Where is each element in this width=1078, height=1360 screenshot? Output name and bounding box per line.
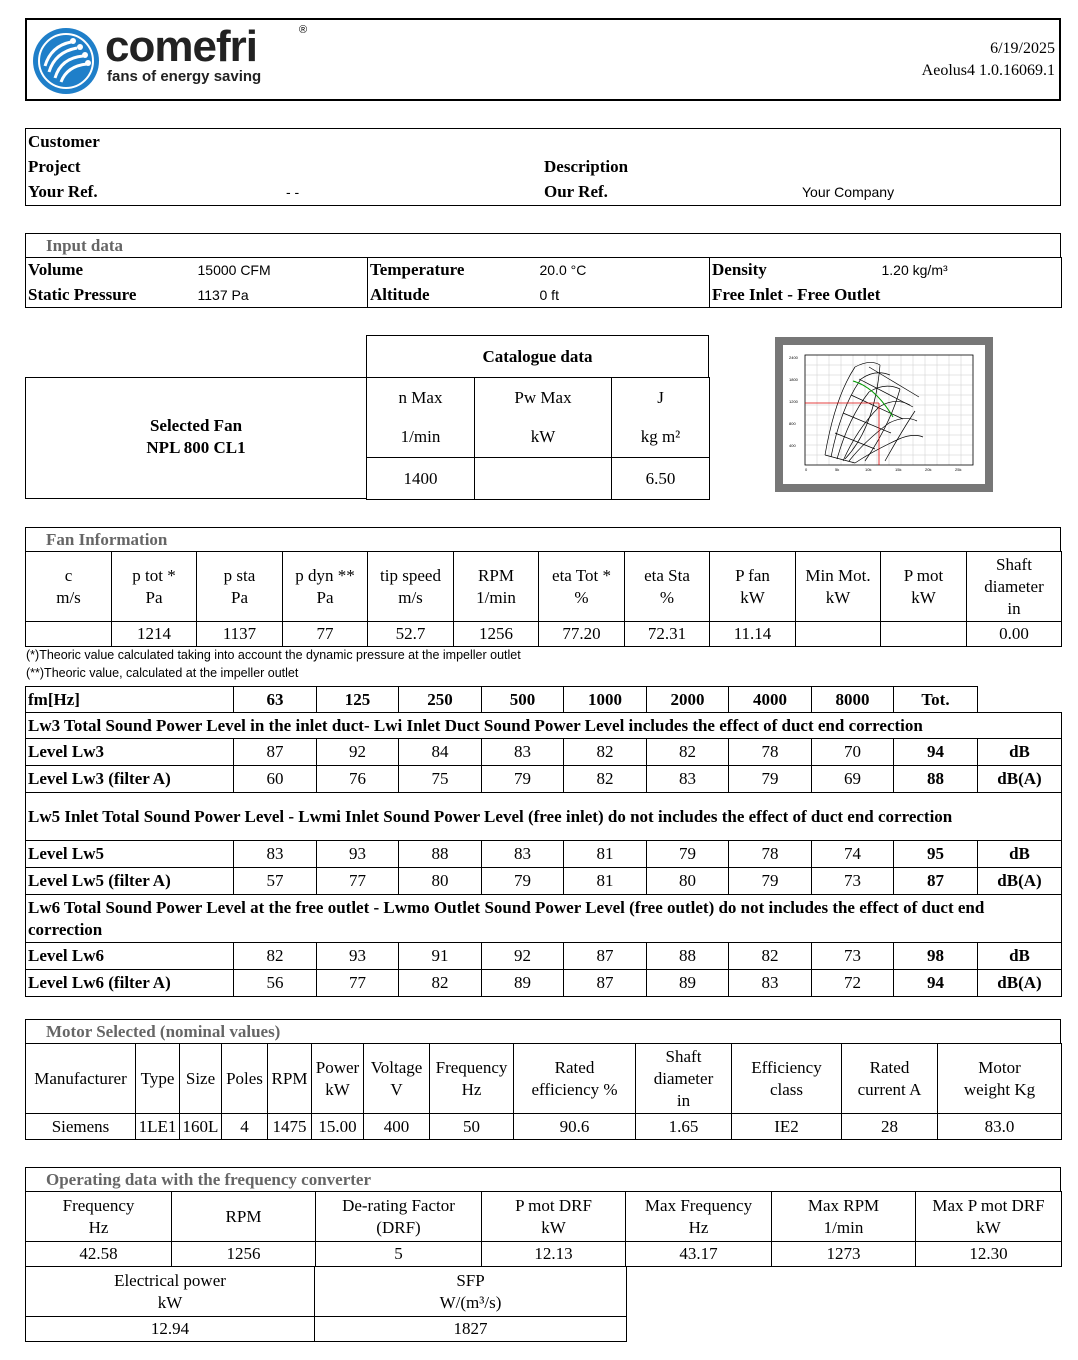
operating-header-3 — [482, 1192, 626, 1242]
fan-info-header-4 — [368, 552, 454, 622]
fan-info-header-5 — [454, 552, 539, 622]
frequency-header: 500 — [482, 687, 564, 713]
n-max-header: n Max — [367, 378, 475, 418]
operating-value: 43.17 — [626, 1242, 772, 1267]
motor-header-7 — [430, 1044, 514, 1114]
altitude-label: Altitude — [368, 283, 538, 308]
motor-header-text: Power — [315, 1057, 360, 1077]
logo-tagline: fans of energy saving — [107, 68, 262, 85]
sound-level-value: 83 — [729, 970, 812, 997]
fan-information-title: Fan Information — [25, 527, 1061, 551]
motor-value: 160L — [180, 1114, 222, 1140]
sound-level-value: 79 — [729, 766, 812, 793]
motor-header-8 — [514, 1044, 636, 1114]
sound-level-label: Level Lw3 (filter A) — [26, 766, 234, 793]
operating-value: 5 — [316, 1242, 482, 1267]
frequency-header: 8000 — [812, 687, 894, 713]
sound-level-value: 79 — [647, 841, 729, 868]
sound-group-title-row — [26, 895, 1062, 943]
motor-header-text: Frequency — [435, 1057, 508, 1077]
sound-level-value: 82 — [234, 943, 317, 970]
sound-level-total: 94 — [894, 739, 978, 766]
motor-value: 1.65 — [636, 1114, 732, 1140]
software-version: Aeolus4 1.0.16069.1 — [921, 62, 1055, 79]
frequency-header: 250 — [399, 687, 482, 713]
operating-data-title: Operating data with the frequency converter — [25, 1167, 1061, 1191]
fan-info-value: 72.31 — [625, 622, 710, 647]
motor-header-text: Voltage — [370, 1057, 423, 1077]
sound-level-value: 87 — [234, 739, 317, 766]
fan-info-header-text: P mot — [903, 565, 944, 585]
fan-info-header-text: in — [1007, 598, 1021, 618]
frequency-header: 4000 — [729, 687, 812, 713]
sound-level-value: 81 — [564, 868, 647, 895]
j-unit: kg m² — [612, 418, 710, 458]
logo-registered: ® — [299, 24, 308, 36]
j-value: 6.50 — [612, 458, 710, 500]
motor-header-text: Motor — [978, 1057, 1021, 1077]
sound-level-row — [26, 739, 1062, 766]
temperature-label: Temperature — [368, 258, 538, 283]
fan-info-header-text: diameter — [984, 576, 1044, 596]
customer-info-box — [25, 128, 1061, 206]
sound-level-total: 98 — [894, 943, 978, 970]
sound-level-value: 77 — [317, 868, 399, 895]
sound-level-value: 74 — [812, 841, 894, 868]
catalogue-title: Catalogue data — [366, 335, 709, 378]
motor-value: 4 — [222, 1114, 268, 1140]
motor-header-text: Type — [140, 1068, 175, 1088]
sound-level-value: 81 — [564, 841, 647, 868]
motor-header-text: Hz — [461, 1079, 482, 1099]
motor-header-text: in — [676, 1090, 691, 1110]
sound-level-value: 82 — [564, 766, 647, 793]
motor-header-1 — [136, 1044, 180, 1114]
motor-header-4 — [268, 1044, 312, 1114]
operating-header-text: RPM — [225, 1206, 262, 1226]
motor-value: IE2 — [732, 1114, 842, 1140]
operating-header-text: kW — [541, 1217, 566, 1237]
altitude-value: 0 ft — [538, 283, 710, 308]
fan-info-header-text: tip speed — [380, 565, 441, 585]
motor-value: Siemens — [26, 1114, 136, 1140]
operating-header-1 — [172, 1192, 316, 1242]
motor-header-text: Efficiency — [751, 1057, 822, 1077]
sound-level-total: 95 — [894, 841, 978, 868]
sound-level-value: 83 — [234, 841, 317, 868]
sound-group-title-row — [26, 713, 1062, 739]
n-max-unit: 1/min — [367, 418, 475, 458]
customer-label: Customer — [28, 132, 100, 151]
sound-level-value: 83 — [647, 766, 729, 793]
fan-info-value: 77 — [283, 622, 368, 647]
electrical-header-1 — [315, 1267, 627, 1317]
fan-info-value: 1137 — [197, 622, 283, 647]
fan-info-header-text: % — [659, 587, 675, 607]
motor-header-text: efficiency % — [531, 1079, 618, 1099]
sound-level-value: 77 — [317, 970, 399, 997]
svg-text:800: 800 — [789, 421, 796, 426]
electrical-header-text: SFP — [456, 1270, 485, 1290]
sound-group-title-row — [26, 793, 1062, 841]
svg-text:25k: 25k — [955, 467, 962, 472]
motor-header-12 — [938, 1044, 1062, 1114]
sound-level-unit: dB — [978, 841, 1062, 868]
sound-level-label: Level Lw5 (filter A) — [26, 868, 234, 895]
sound-level-unit: dB(A) — [978, 868, 1062, 895]
motor-header-9 — [636, 1044, 732, 1114]
motor-header-11 — [842, 1044, 938, 1114]
fan-info-header-text: Pa — [145, 587, 163, 607]
operating-header-5 — [772, 1192, 916, 1242]
temperature-value: 20.0 °C — [538, 258, 710, 283]
svg-text:1200: 1200 — [789, 399, 798, 404]
sound-level-unit: dB — [978, 943, 1062, 970]
pw-max-unit: kW — [475, 418, 612, 458]
sound-level-unit: dB — [978, 739, 1062, 766]
fan-info-header-1 — [112, 552, 197, 622]
svg-text:0: 0 — [805, 467, 808, 472]
comefri-logo-icon — [31, 26, 101, 96]
electrical-header-text: W/(m³/s) — [439, 1292, 502, 1312]
motor-header-text: Shaft — [665, 1046, 702, 1066]
operating-value: 12.13 — [482, 1242, 626, 1267]
sound-level-value: 89 — [647, 970, 729, 997]
motor-table — [25, 1043, 1062, 1140]
operating-header-text: 1/min — [823, 1217, 864, 1237]
fan-info-header-text: p sta — [223, 565, 256, 585]
fan-info-header-text: kW — [911, 587, 936, 607]
svg-text:1800: 1800 — [789, 377, 798, 382]
motor-header-3 — [222, 1044, 268, 1114]
motor-header-text: Size — [185, 1068, 216, 1088]
operating-data-table — [25, 1191, 1062, 1267]
input-data-table — [25, 257, 1062, 308]
sound-level-value: 73 — [812, 943, 894, 970]
fan-info-value — [881, 622, 967, 647]
operating-header-text: Max RPM — [807, 1195, 880, 1215]
operating-header-text: Hz — [88, 1217, 109, 1237]
frequency-header: 1000 — [564, 687, 647, 713]
fan-info-header-text: Pa — [231, 587, 248, 607]
sound-level-value: 80 — [399, 868, 482, 895]
fan-info-value: 1256 — [454, 622, 539, 647]
fan-info-value: 0.00 — [967, 622, 1062, 647]
motor-value: 83.0 — [938, 1114, 1062, 1140]
motor-header-text: Rated — [869, 1057, 910, 1077]
sound-level-row — [26, 970, 1062, 997]
motor-value: 15.00 — [312, 1114, 364, 1140]
your-ref-value: - - — [286, 184, 300, 200]
fan-info-header-text: m/s — [56, 587, 81, 607]
project-label: Project — [28, 157, 81, 176]
electrical-header-0 — [26, 1267, 315, 1317]
sound-level-value: 82 — [729, 943, 812, 970]
sound-level-value: 78 — [729, 739, 812, 766]
svg-text:5k: 5k — [835, 467, 840, 472]
fan-info-header-text: Shaft — [996, 554, 1032, 574]
operating-header-0 — [26, 1192, 172, 1242]
operating-value: 42.58 — [26, 1242, 172, 1267]
operating-header-text: Frequency — [62, 1195, 135, 1215]
electrical-power-table — [25, 1266, 627, 1342]
sound-level-row — [26, 766, 1062, 793]
svg-text:10k: 10k — [865, 467, 872, 472]
selected-fan-label: Selected Fan — [149, 416, 243, 435]
fan-info-header-text: RPM — [478, 565, 514, 585]
fan-info-header-text: Min Mot. — [805, 565, 871, 585]
static-pressure-value: 1137 Pa — [196, 283, 368, 308]
svg-text:20k: 20k — [925, 467, 932, 472]
operating-header-4 — [626, 1192, 772, 1242]
n-max-value: 1400 — [367, 458, 475, 500]
frequency-row — [26, 687, 1062, 713]
our-ref-label: Our Ref. — [544, 182, 608, 201]
fan-curve-thumbnail — [775, 337, 993, 492]
sound-level-value: 75 — [399, 766, 482, 793]
catalogue-table — [366, 377, 710, 500]
motor-header-text: weight Kg — [963, 1079, 1036, 1099]
fan-info-value: 11.14 — [710, 622, 796, 647]
sound-level-value: 84 — [399, 739, 482, 766]
description-label: Description — [544, 157, 629, 176]
motor-value: 28 — [842, 1114, 938, 1140]
operating-header-text: kW — [976, 1217, 1001, 1237]
fan-information-table — [25, 551, 1062, 647]
sound-level-value: 87 — [564, 943, 647, 970]
sound-level-value: 78 — [729, 841, 812, 868]
motor-header-6 — [364, 1044, 430, 1114]
sound-level-label: Level Lw6 (filter A) — [26, 970, 234, 997]
operating-header-text: De-rating Factor — [342, 1195, 455, 1215]
sound-level-value: 88 — [399, 841, 482, 868]
volume-label: Volume — [26, 258, 196, 283]
input-data-title: Input data — [25, 233, 1061, 257]
selected-fan-box — [25, 377, 367, 499]
sound-level-value: 76 — [317, 766, 399, 793]
sound-level-value: 92 — [317, 739, 399, 766]
sound-level-value: 72 — [812, 970, 894, 997]
sound-level-value: 56 — [234, 970, 317, 997]
sound-level-value: 69 — [812, 766, 894, 793]
fan-info-header-text: kW — [740, 587, 765, 607]
electrical-value: 1827 — [315, 1317, 627, 1342]
motor-header-text: diameter — [653, 1068, 714, 1088]
sound-level-value: 79 — [482, 766, 564, 793]
sound-level-value: 82 — [399, 970, 482, 997]
operating-header-text: Hz — [688, 1217, 709, 1237]
sound-level-value: 82 — [564, 739, 647, 766]
frequency-header: Tot. — [894, 687, 978, 713]
sound-level-unit: dB(A) — [978, 766, 1062, 793]
sound-power-table — [25, 686, 1062, 997]
fan-info-header-text: % — [574, 587, 589, 607]
sound-level-value: 80 — [647, 868, 729, 895]
sound-level-value: 87 — [564, 970, 647, 997]
pw-max-value — [475, 458, 612, 500]
sound-level-value: 70 — [812, 739, 894, 766]
inlet-outlet-label: Free Inlet - Free Outlet — [710, 283, 1062, 308]
motor-header-text: Rated — [554, 1057, 595, 1077]
fan-info-value: 77.20 — [539, 622, 625, 647]
fan-info-header-text: c — [64, 565, 73, 585]
motor-header-0 — [26, 1044, 136, 1114]
sound-level-value: 79 — [729, 868, 812, 895]
operating-header-text: P mot DRF — [515, 1195, 592, 1215]
motor-selected-title: Motor Selected (nominal values) — [25, 1019, 1061, 1043]
operating-header-text: Max P mot DRF — [932, 1195, 1045, 1215]
theoric-note-1: (*)Theoric value calculated taking into account the dynamic pressure at the impeller outlet — [26, 648, 521, 662]
sound-group-title: Lw5 Inlet Total Sound Power Level - Lwmi Inlet Sound Power Level (free inlet) do not includes the effect of duct end correction — [26, 793, 1062, 841]
fan-info-header-text: P fan — [735, 565, 770, 585]
sound-level-label: Level Lw6 — [26, 943, 234, 970]
static-pressure-label: Static Pressure — [26, 283, 196, 308]
fan-info-header-text: Pa — [316, 587, 334, 607]
frequency-header: 2000 — [647, 687, 729, 713]
sound-level-row — [26, 943, 1062, 970]
motor-header-text: kW — [325, 1079, 350, 1099]
sound-level-value: 93 — [317, 943, 399, 970]
frequency-label: fm[Hz] — [26, 687, 234, 713]
sound-level-value: 91 — [399, 943, 482, 970]
operating-value: 1256 — [172, 1242, 316, 1267]
motor-header-text: current A — [857, 1079, 922, 1099]
operating-header-2 — [316, 1192, 482, 1242]
motor-value: 90.6 — [514, 1114, 636, 1140]
sound-level-value: 93 — [317, 841, 399, 868]
motor-header-text: RPM — [271, 1068, 308, 1088]
motor-header-text: Poles — [226, 1068, 263, 1088]
electrical-value: 12.94 — [26, 1317, 315, 1342]
svg-text:15k: 15k — [895, 467, 902, 472]
fan-info-header-3 — [283, 552, 368, 622]
report-date: 6/19/2025 — [990, 40, 1055, 57]
sound-level-value: 57 — [234, 868, 317, 895]
sound-level-label: Level Lw3 — [26, 739, 234, 766]
sound-level-value: 79 — [482, 868, 564, 895]
operating-value: 12.30 — [916, 1242, 1062, 1267]
density-label: Density — [710, 258, 880, 283]
motor-header-5 — [312, 1044, 364, 1114]
sound-level-value: 83 — [482, 841, 564, 868]
frequency-header: 125 — [317, 687, 399, 713]
selected-fan-model: NPL 800 CL1 — [146, 438, 246, 457]
sound-level-value: 92 — [482, 943, 564, 970]
electrical-header-text: kW — [157, 1292, 183, 1312]
fan-info-header-text: p dyn ** — [295, 565, 355, 585]
fan-info-header-9 — [796, 552, 881, 622]
fan-info-header-6 — [539, 552, 625, 622]
j-header: J — [612, 378, 710, 418]
sound-level-value: 82 — [647, 739, 729, 766]
svg-text:2400: 2400 — [789, 355, 798, 360]
sound-level-value: 89 — [482, 970, 564, 997]
frequency-blank — [978, 687, 1062, 713]
sound-level-row — [26, 868, 1062, 895]
sound-level-label: Level Lw5 — [26, 841, 234, 868]
motor-header-text: V — [390, 1079, 403, 1099]
operating-header-text: (DRF) — [376, 1217, 421, 1237]
fan-info-header-0 — [26, 552, 112, 622]
sound-level-value: 73 — [812, 868, 894, 895]
fan-info-header-text: eta Tot * — [552, 565, 611, 585]
fan-info-header-11 — [967, 552, 1062, 622]
fan-info-value: 1214 — [112, 622, 197, 647]
electrical-header-text: Electrical power — [114, 1270, 226, 1290]
fan-info-header-2 — [197, 552, 283, 622]
volume-value: 15000 CFM — [196, 258, 368, 283]
motor-header-text: Manufacturer — [34, 1068, 127, 1088]
fan-info-header-10 — [881, 552, 967, 622]
fan-info-header-text: kW — [825, 587, 851, 607]
our-ref-value: Your Company — [802, 184, 895, 200]
fan-info-value — [26, 622, 112, 647]
motor-header-10 — [732, 1044, 842, 1114]
fan-info-header-text: 1/min — [476, 587, 516, 607]
sound-level-total: 94 — [894, 970, 978, 997]
motor-value: 1LE1 — [136, 1114, 180, 1140]
svg-text:400: 400 — [789, 443, 796, 448]
motor-value: 1475 — [268, 1114, 312, 1140]
sound-level-value: 83 — [482, 739, 564, 766]
page-header — [25, 18, 1061, 101]
fan-info-header-text: p tot * — [132, 565, 176, 585]
fan-info-value: 52.7 — [368, 622, 454, 647]
pw-max-header: Pw Max — [475, 378, 612, 418]
sound-group-title: Lw3 Total Sound Power Level in the inlet duct- Lwi Inlet Duct Sound Power Level includes the effect of duct end correction — [26, 713, 1062, 739]
motor-header-2 — [180, 1044, 222, 1114]
fan-info-header-text: m/s — [398, 587, 423, 607]
sound-level-row — [26, 841, 1062, 868]
fan-info-header-text: eta Sta — [644, 565, 690, 585]
motor-value: 50 — [430, 1114, 514, 1140]
sound-group-title: Lw6 Total Sound Power Level at the free outlet - Lwmo Outlet Sound Power Level (free outlet) do not includes the effect of duct end correction — [26, 895, 1062, 943]
your-ref-label: Your Ref. — [28, 182, 98, 201]
sound-level-unit: dB(A) — [978, 970, 1062, 997]
fan-info-header-7 — [625, 552, 710, 622]
sound-level-value: 60 — [234, 766, 317, 793]
motor-header-text: class — [769, 1079, 804, 1099]
motor-value: 400 — [364, 1114, 430, 1140]
fan-info-header-8 — [710, 552, 796, 622]
operating-header-text: Max Frequency — [644, 1195, 753, 1215]
theoric-note-2: (**)Theoric value, calculated at the impeller outlet — [26, 666, 299, 680]
logo-wordmark: comefri — [105, 22, 257, 71]
operating-header-6 — [916, 1192, 1062, 1242]
operating-value: 1273 — [772, 1242, 916, 1267]
sound-level-total: 87 — [894, 868, 978, 895]
density-value: 1.20 kg/m³ — [880, 258, 1062, 283]
sound-level-value: 88 — [647, 943, 729, 970]
sound-level-total: 88 — [894, 766, 978, 793]
frequency-header: 63 — [234, 687, 317, 713]
fan-info-value — [796, 622, 881, 647]
